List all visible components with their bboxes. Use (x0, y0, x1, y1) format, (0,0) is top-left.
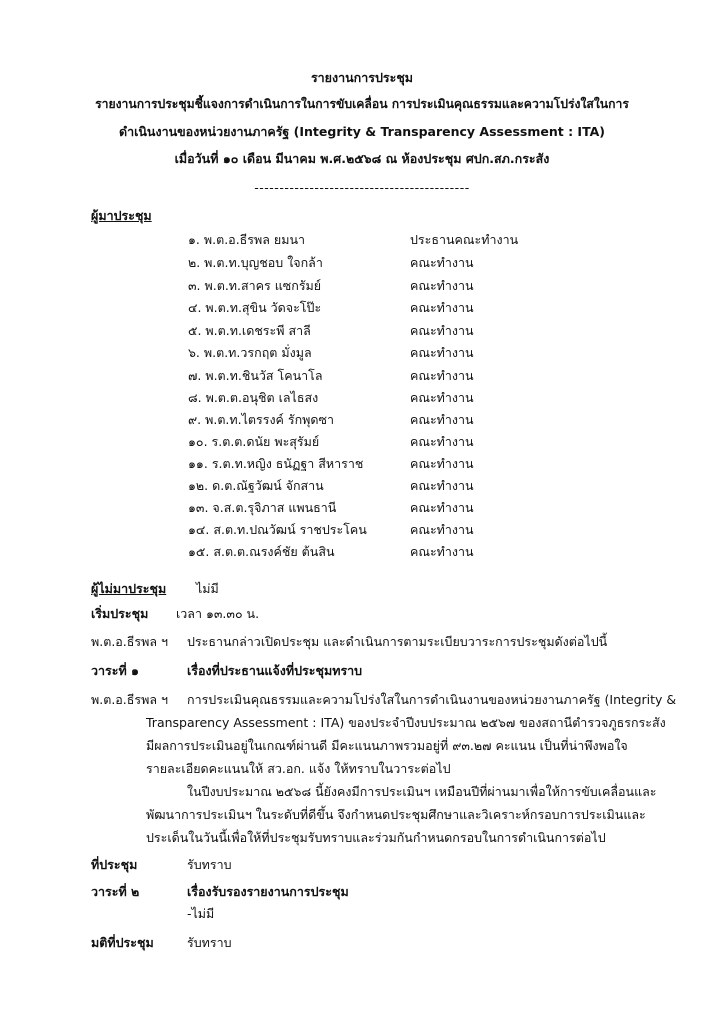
attendee-role: คณะทำงาน (410, 434, 474, 449)
attendee-name: ๘. พ.ต.ต.อนุชิต เลไธสง (188, 390, 319, 405)
attendee-role: คณะทำงาน (410, 368, 474, 383)
agenda1-speaker: พ.ต.อ.ธีรพล ฯ (91, 692, 169, 707)
agenda2-value: -ไม่มี (187, 906, 215, 921)
attendee-name: ๑๐. ร.ต.ต.ดนัย พะสุรัมย์ (188, 434, 320, 449)
agenda1-para2-line2: พัฒนาการประเมินฯ ในระดับที่ดีขึ้น จึงกำหนดประชุมศึกษาและวิเคราะห์กรอบการประเมินและ (146, 807, 646, 822)
opening-text: ประธานกล่าวเปิดประชุม และดำเนินการตามระเบียบวาระการประชุมดังต่อไปนี้ (187, 634, 608, 649)
opening-speaker: พ.ต.อ.ธีรพล ฯ (91, 634, 169, 649)
attendee-role: คณะทำงาน (410, 544, 474, 559)
agenda2-title: เรื่องรับรองรายงานการประชุม (187, 884, 349, 899)
attendee-role: คณะทำงาน (410, 345, 474, 360)
attendee-role: คณะทำงาน (410, 300, 474, 315)
attendee-name: ๑๕. ส.ต.ต.ณรงค์ชัย ต้นสิน (188, 544, 335, 559)
agenda1-para1-line3: มีผลการประเมินอยู่ในเกณฑ์ผ่านดี มีคะแนนภาพรวมอยู่ที่ ๙๓.๒๗ คะแนน เป็นที่น่าพึงพอใจ (146, 738, 628, 753)
attendee-name: ๑. พ.ต.อ.ธีรพล ยมนา (188, 232, 306, 247)
agenda1-para1-line4: รายละเอียดคะแนนให้ สว.อก. แจ้ง ให้ทราบในวาระต่อไป (146, 761, 451, 776)
attendee-role: คณะทำงาน (410, 500, 474, 515)
attendee-role: คณะทำงาน (410, 412, 474, 427)
attendee-role: คณะทำงาน (410, 522, 474, 537)
agenda1-title: เรื่องที่ประธานแจ้งที่ประชุมทราบ (187, 663, 363, 678)
attendee-role: ประธานคณะทำงาน (410, 232, 519, 247)
attendee-role: คณะทำงาน (410, 478, 474, 493)
start-time: เวลา ๑๓.๓๐ น. (176, 606, 260, 621)
attendee-name: ๑๔. ส.ต.ท.ปณวัฒน์ ราชประโคน (188, 522, 367, 537)
attendee-role: คณะทำงาน (410, 323, 474, 338)
agenda1-para1-line1: การประเมินคุณธรรมและความโปร่งใสในการดำเนินงานของหน่วยงานภาครัฐ (Integrity & (187, 692, 677, 707)
attendee-name: ๗. พ.ต.ท.ชินวัส โคนาโล (188, 368, 323, 383)
attendee-name: ๓. พ.ต.ท.สาคร แซกรัมย์ (188, 278, 322, 293)
attendee-name: ๑๒. ด.ต.ณัฐวัฒน์ จักสาน (188, 478, 324, 493)
attendee-name: ๑๓. จ.ส.ต.รุจิภาส แพนธานี (188, 500, 337, 515)
attendee-role: คณะทำงาน (410, 255, 474, 270)
absent-heading: ผู้ไม่มาประชุม (91, 581, 167, 596)
attendee-name: ๔. พ.ต.ท.สุขิน วัดจะโป๊ะ (188, 300, 322, 315)
attendee-name: ๙. พ.ต.ท.ไตรรงค์ รักพุดซา (188, 412, 335, 427)
document-title: รายงานการประชุม (310, 70, 414, 85)
absent-value: ไม่มี (196, 581, 219, 596)
document-subtitle-line2: ดำเนินงานของหน่วยงานภาครัฐ (Integrity & Transparency Assessment : ITA) (118, 124, 606, 139)
attendee-role: คณะทำงาน (410, 278, 474, 293)
attendee-name: ๖. พ.ต.ท.วรกฤต มั่งมูล (188, 345, 312, 360)
meeting-date-line: เมื่อวันที่ ๑๐ เดือน มีนาคม พ.ศ.๒๕๖๘ ณ ห้องประชุม ศปก.สภ.กระสัง (174, 151, 550, 166)
attendee-name: ๑๑. ร.ต.ท.หญิง ธนัฏฐา สีหาราช (188, 456, 364, 471)
agenda1-para2-line1: ในปีงบประมาณ ๒๕๖๘ นี้ยังคงมีการประเมินฯ เหมือนปีที่ผ่านมาเพื่อให้การขับเคลื่อนและ (187, 784, 657, 799)
meeting-ack-value: รับทราบ (187, 857, 232, 872)
agenda2-label: วาระที่ ๒ (91, 884, 140, 899)
header-divider: ------------------------------------------- (254, 180, 470, 195)
attendees-heading: ผู้มาประชุม (91, 208, 152, 223)
resolution-label: มติที่ประชุม (91, 935, 154, 950)
agenda1-para1-line2: Transparency Assessment : ITA) ของประจำปีงบประมาณ ๒๕๖๗ ของสถานีตำรวจภูธรกระสัง (146, 715, 666, 730)
start-heading: เริ่มประชุม (91, 606, 149, 621)
agenda1-para2-line3: ประเด็นในวันนี้เพื่อให้ที่ประชุมรับทราบและร่วมกันกำหนดกรอบในการดำเนินการต่อไป (146, 830, 606, 845)
document-subtitle-line1: รายงานการประชุมชี้แจงการดำเนินการในการขับเคลื่อน การประเมินคุณธรรมและความโปร่งใสในการ (95, 97, 629, 111)
resolution-value: รับทราบ (187, 935, 232, 950)
agenda1-label: วาระที่ ๑ (91, 663, 139, 678)
meeting-ack-label: ที่ประชุม (91, 857, 138, 872)
attendee-name: ๒. พ.ต.ท.บุญชอบ ใจกล้า (188, 255, 323, 270)
attendee-role: คณะทำงาน (410, 456, 474, 471)
attendee-role: คณะทำงาน (410, 390, 474, 405)
attendee-name: ๕. พ.ต.ท.เดชระพี สาลี (188, 323, 311, 338)
